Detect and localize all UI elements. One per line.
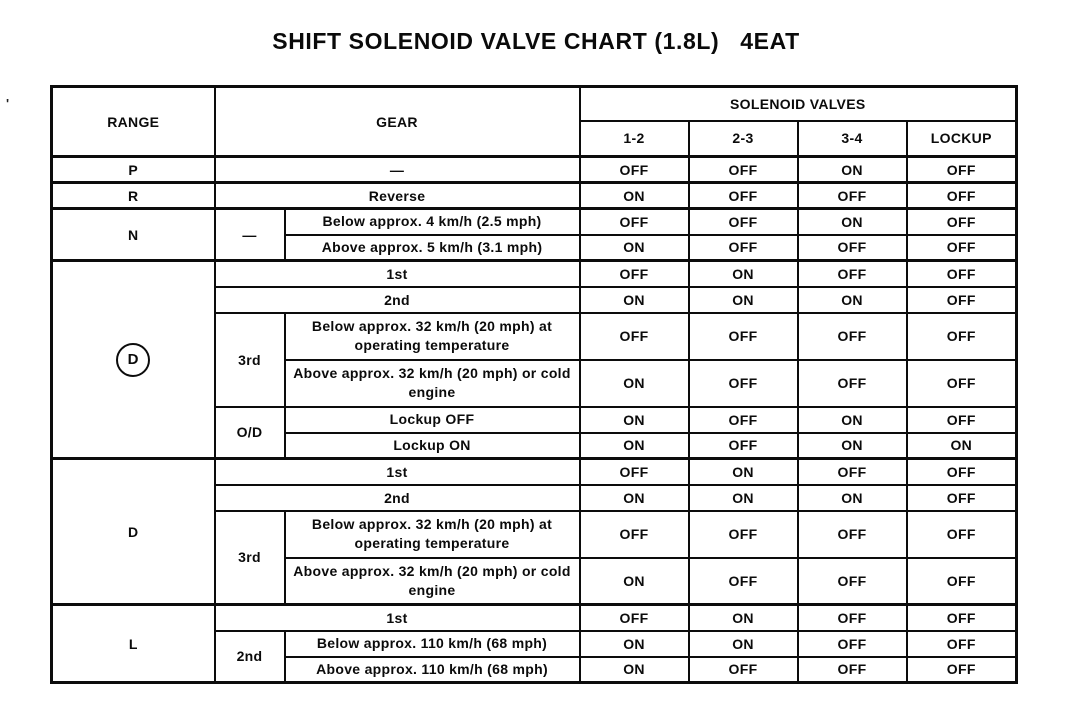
valve-cell: OFF <box>689 235 798 261</box>
condition-cell: Lockup OFF <box>285 407 580 433</box>
valve-cell: OFF <box>689 511 798 558</box>
valve-cell: ON <box>580 433 689 459</box>
valve-cell: ON <box>798 287 907 313</box>
valve-cell: ON <box>689 287 798 313</box>
valve-cell: ON <box>689 459 798 485</box>
gear-number-cell: 3rd <box>215 313 285 407</box>
table-row <box>52 605 1017 631</box>
condition-cell: Below approx. 32 km/h (20 mph) at operating temperature <box>285 511 580 558</box>
header-solenoid-2-3: 2-3 <box>689 121 798 157</box>
valve-cell: OFF <box>798 605 907 631</box>
valve-cell: OFF <box>907 511 1017 558</box>
valve-cell: OFF <box>689 183 798 209</box>
header-solenoid-lockup: LOCKUP <box>907 121 1017 157</box>
valve-cell: OFF <box>689 360 798 407</box>
condition-cell: Above approx. 32 km/h (20 mph) or cold engine <box>285 360 580 407</box>
valve-cell: ON <box>580 485 689 511</box>
gear-cell: 1st <box>215 605 580 631</box>
condition-cell: Below approx. 32 km/h (20 mph) at operating temperature <box>285 313 580 360</box>
page-title: SHIFT SOLENOID VALVE CHART (1.8L) 4EAT <box>272 28 800 54</box>
valve-cell: OFF <box>580 261 689 287</box>
valve-cell: ON <box>689 485 798 511</box>
valve-cell: ON <box>580 360 689 407</box>
table-row <box>52 261 1017 287</box>
valve-cell: ON <box>798 485 907 511</box>
valve-cell: OFF <box>689 313 798 360</box>
valve-cell: OFF <box>907 235 1017 261</box>
valve-cell: OFF <box>798 313 907 360</box>
valve-cell: OFF <box>798 183 907 209</box>
condition-cell: Above approx. 5 km/h (3.1 mph) <box>285 235 580 261</box>
valve-cell: OFF <box>907 485 1017 511</box>
valve-cell: OFF <box>907 631 1017 657</box>
valve-cell: OFF <box>907 313 1017 360</box>
condition-cell: Below approx. 110 km/h (68 mph) <box>285 631 580 657</box>
valve-cell: OFF <box>907 261 1017 287</box>
valve-cell: ON <box>580 183 689 209</box>
range-cell-r: R <box>52 183 215 209</box>
valve-cell: OFF <box>907 558 1017 605</box>
condition-cell: Below approx. 4 km/h (2.5 mph) <box>285 209 580 235</box>
condition-cell: Above approx. 110 km/h (68 mph) <box>285 657 580 683</box>
gear-number-cell: O/D <box>215 407 285 459</box>
valve-cell: ON <box>689 605 798 631</box>
range-cell-p: P <box>52 157 215 183</box>
header-gear: GEAR <box>215 87 580 157</box>
valve-cell: ON <box>798 157 907 183</box>
gear-cell: — <box>215 157 580 183</box>
valve-cell: OFF <box>907 287 1017 313</box>
valve-cell: ON <box>798 209 907 235</box>
gear-cell: Reverse <box>215 183 580 209</box>
valve-cell: OFF <box>907 605 1017 631</box>
valve-cell: OFF <box>689 657 798 683</box>
valve-cell: ON <box>689 631 798 657</box>
valve-cell: ON <box>580 631 689 657</box>
valve-cell: OFF <box>689 433 798 459</box>
valve-cell: OFF <box>580 313 689 360</box>
valve-cell: ON <box>798 433 907 459</box>
valve-cell: ON <box>798 407 907 433</box>
header-solenoid-3-4: 3-4 <box>798 121 907 157</box>
table-row <box>52 459 1017 485</box>
valve-cell: OFF <box>689 209 798 235</box>
valve-cell: OFF <box>798 511 907 558</box>
valve-cell: OFF <box>907 657 1017 683</box>
valve-cell: OFF <box>907 183 1017 209</box>
valve-cell: OFF <box>798 459 907 485</box>
valve-cell: OFF <box>907 209 1017 235</box>
header-solenoid-valves: SOLENOID VALVES <box>580 87 1017 121</box>
valve-cell: OFF <box>798 558 907 605</box>
gear-cell: 2nd <box>215 287 580 313</box>
valve-cell: ON <box>907 433 1017 459</box>
valve-cell: OFF <box>580 209 689 235</box>
valve-cell: OFF <box>798 631 907 657</box>
valve-cell: ON <box>580 235 689 261</box>
range-cell-d-circled <box>52 261 215 459</box>
valve-cell: ON <box>689 261 798 287</box>
valve-cell: OFF <box>907 407 1017 433</box>
valve-cell: OFF <box>580 459 689 485</box>
range-cell-n: N <box>52 209 215 261</box>
condition-cell: Above approx. 32 km/h (20 mph) or cold engine <box>285 558 580 605</box>
range-cell-l: L <box>52 605 215 683</box>
valve-cell: OFF <box>798 261 907 287</box>
header-range: RANGE <box>52 87 215 157</box>
range-cell-d: D <box>52 459 215 605</box>
valve-cell: OFF <box>580 511 689 558</box>
header-solenoid-1-2: 1-2 <box>580 121 689 157</box>
table-row <box>52 209 1017 235</box>
valve-cell: OFF <box>689 407 798 433</box>
circled-d-icon: D <box>116 343 150 377</box>
table-header-row <box>52 87 1017 121</box>
valve-cell: OFF <box>798 235 907 261</box>
valve-cell: OFF <box>907 157 1017 183</box>
valve-cell: OFF <box>689 157 798 183</box>
gear-cell: 1st <box>215 459 580 485</box>
condition-cell: Lockup ON <box>285 433 580 459</box>
valve-cell: ON <box>580 558 689 605</box>
gear-cell: 1st <box>215 261 580 287</box>
valve-cell: OFF <box>798 360 907 407</box>
valve-cell: ON <box>580 657 689 683</box>
valve-cell: OFF <box>580 605 689 631</box>
valve-cell: OFF <box>798 657 907 683</box>
table-row <box>52 157 1017 183</box>
valve-cell: ON <box>580 407 689 433</box>
valve-cell: OFF <box>907 459 1017 485</box>
valve-cell: ON <box>580 287 689 313</box>
valve-cell: OFF <box>580 157 689 183</box>
valve-cell: OFF <box>907 360 1017 407</box>
gear-number-cell: 2nd <box>215 631 285 683</box>
table-row <box>52 183 1017 209</box>
scan-artifact: ' <box>6 96 10 111</box>
gear-number-cell: — <box>215 209 285 261</box>
valve-cell: OFF <box>689 558 798 605</box>
gear-cell: 2nd <box>215 485 580 511</box>
shift-solenoid-valve-table <box>50 85 1018 684</box>
gear-number-cell: 3rd <box>215 511 285 605</box>
